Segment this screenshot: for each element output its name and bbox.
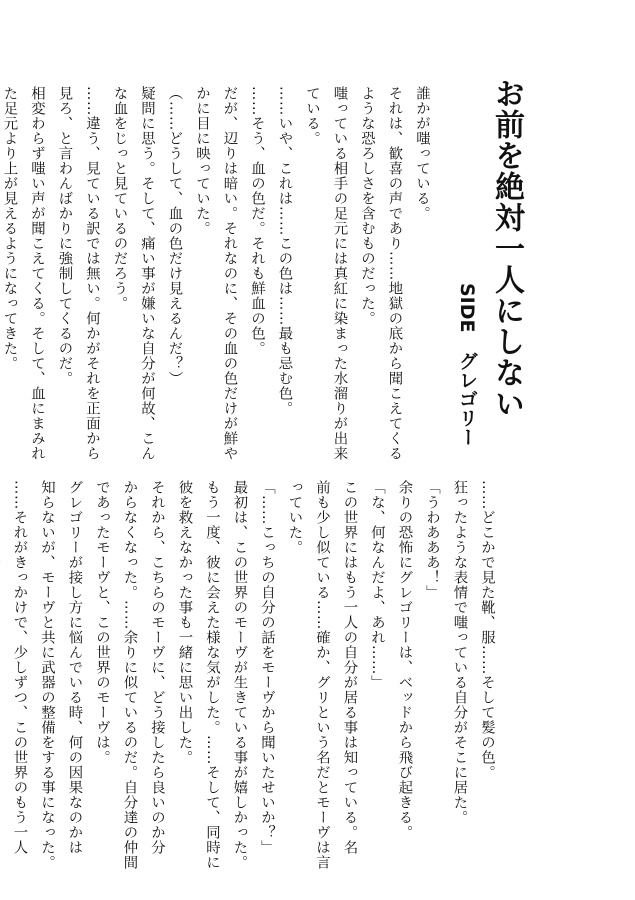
text-line: ている。 <box>304 86 320 146</box>
text-line: ……そう、血の色だ。それも鮮血の色。 <box>249 86 265 356</box>
text-line: だが、辺りは暗い。それなのに、その血の色だけが鮮や <box>221 86 238 461</box>
text-line: ……いや、これは……この色は……最も忌む色。 <box>276 86 293 416</box>
text-line: 嗤っている相手の足元には真紅に染まった水溜りが出来 <box>331 86 348 461</box>
text-line: 「……こっちの自分の話をモーヴから聞いたせいか？」 <box>259 480 275 855</box>
text-line: （……どうして、血の色だけ見えるんだ？） <box>166 86 183 386</box>
text-line: 相変わらず嗤い声が聞こえてくる。そして、血にまみれ <box>29 86 45 461</box>
chapter-subtitle: SIDE グレゴリー <box>456 283 478 447</box>
text-line: ……違う、見ている訳では無い。何かがそれを正面から <box>84 86 100 461</box>
text-block-top <box>0 86 435 461</box>
text-line: それから、こちらのモーヴに、どう接したら良いのか分 <box>149 480 165 855</box>
text-line: 狂ったような表情で嗤っている自分がそこに居た。 <box>451 480 468 825</box>
text-line: からなくなった。……余りに似ているのだ。自分達の仲間 <box>121 480 138 870</box>
text-line: 疑問に思う。そして、痛い事が嫌いな自分が何故、こん <box>139 86 155 461</box>
text-line: 最初は、この世界のモーヴが生きている事が嬉しかった。 <box>231 480 248 870</box>
text-line: ……どこかで見た靴、服……そして髪の色。 <box>479 480 495 780</box>
text-line: な血をじっと見ているのだろう。 <box>111 86 128 311</box>
text-line: もう一度、彼に会えた様な気がした。……そして、同時に <box>204 480 220 870</box>
text-line: この世界にはもう一人の自分が居る事は知っている。名 <box>341 480 358 855</box>
text-line: ような恐ろしさを含むものだった。 <box>359 86 375 326</box>
text-line: ……それがきっかけで、少しずつ、この世界のもう一人 <box>11 480 28 855</box>
text-line: 「な、何なんだよ、あれ……」 <box>369 480 385 690</box>
page-title: お前を絶対一人にしない <box>489 78 524 419</box>
text-line: っていた。 <box>286 480 303 555</box>
text-line: かに目に映っていた。 <box>194 86 210 236</box>
text-line: 誰かが嗤っている。 <box>414 86 430 221</box>
text-line: であったモーヴと、この世界のモーヴは。 <box>94 480 110 765</box>
text-block-bottom <box>0 480 500 870</box>
text-line: グレゴリーが接し方に悩んでいる時、何の因果なのかは <box>66 480 83 855</box>
text-line: 知らないが、モーヴと共に武器の整備をする事になった。 <box>39 480 55 870</box>
text-line: 見ろ、と言わんばかりに強制してくるのだ。 <box>56 86 73 386</box>
text-line: た足元より上が見えるようになってきた。 <box>1 86 18 371</box>
text-line: 前も少し似ている……確か、グリという名だとモーヴは言 <box>314 480 330 870</box>
text-line: 「うわあああ！」 <box>424 480 440 600</box>
text-line: 余りの恐怖にグレゴリーは、ベッドから飛び起きる。 <box>396 480 413 840</box>
text-line: 彼を救えなかった事も一緒に思い出した。 <box>176 480 193 765</box>
text-line: それは、歓喜の声であり……地獄の底から聞こえてくる <box>386 86 403 461</box>
